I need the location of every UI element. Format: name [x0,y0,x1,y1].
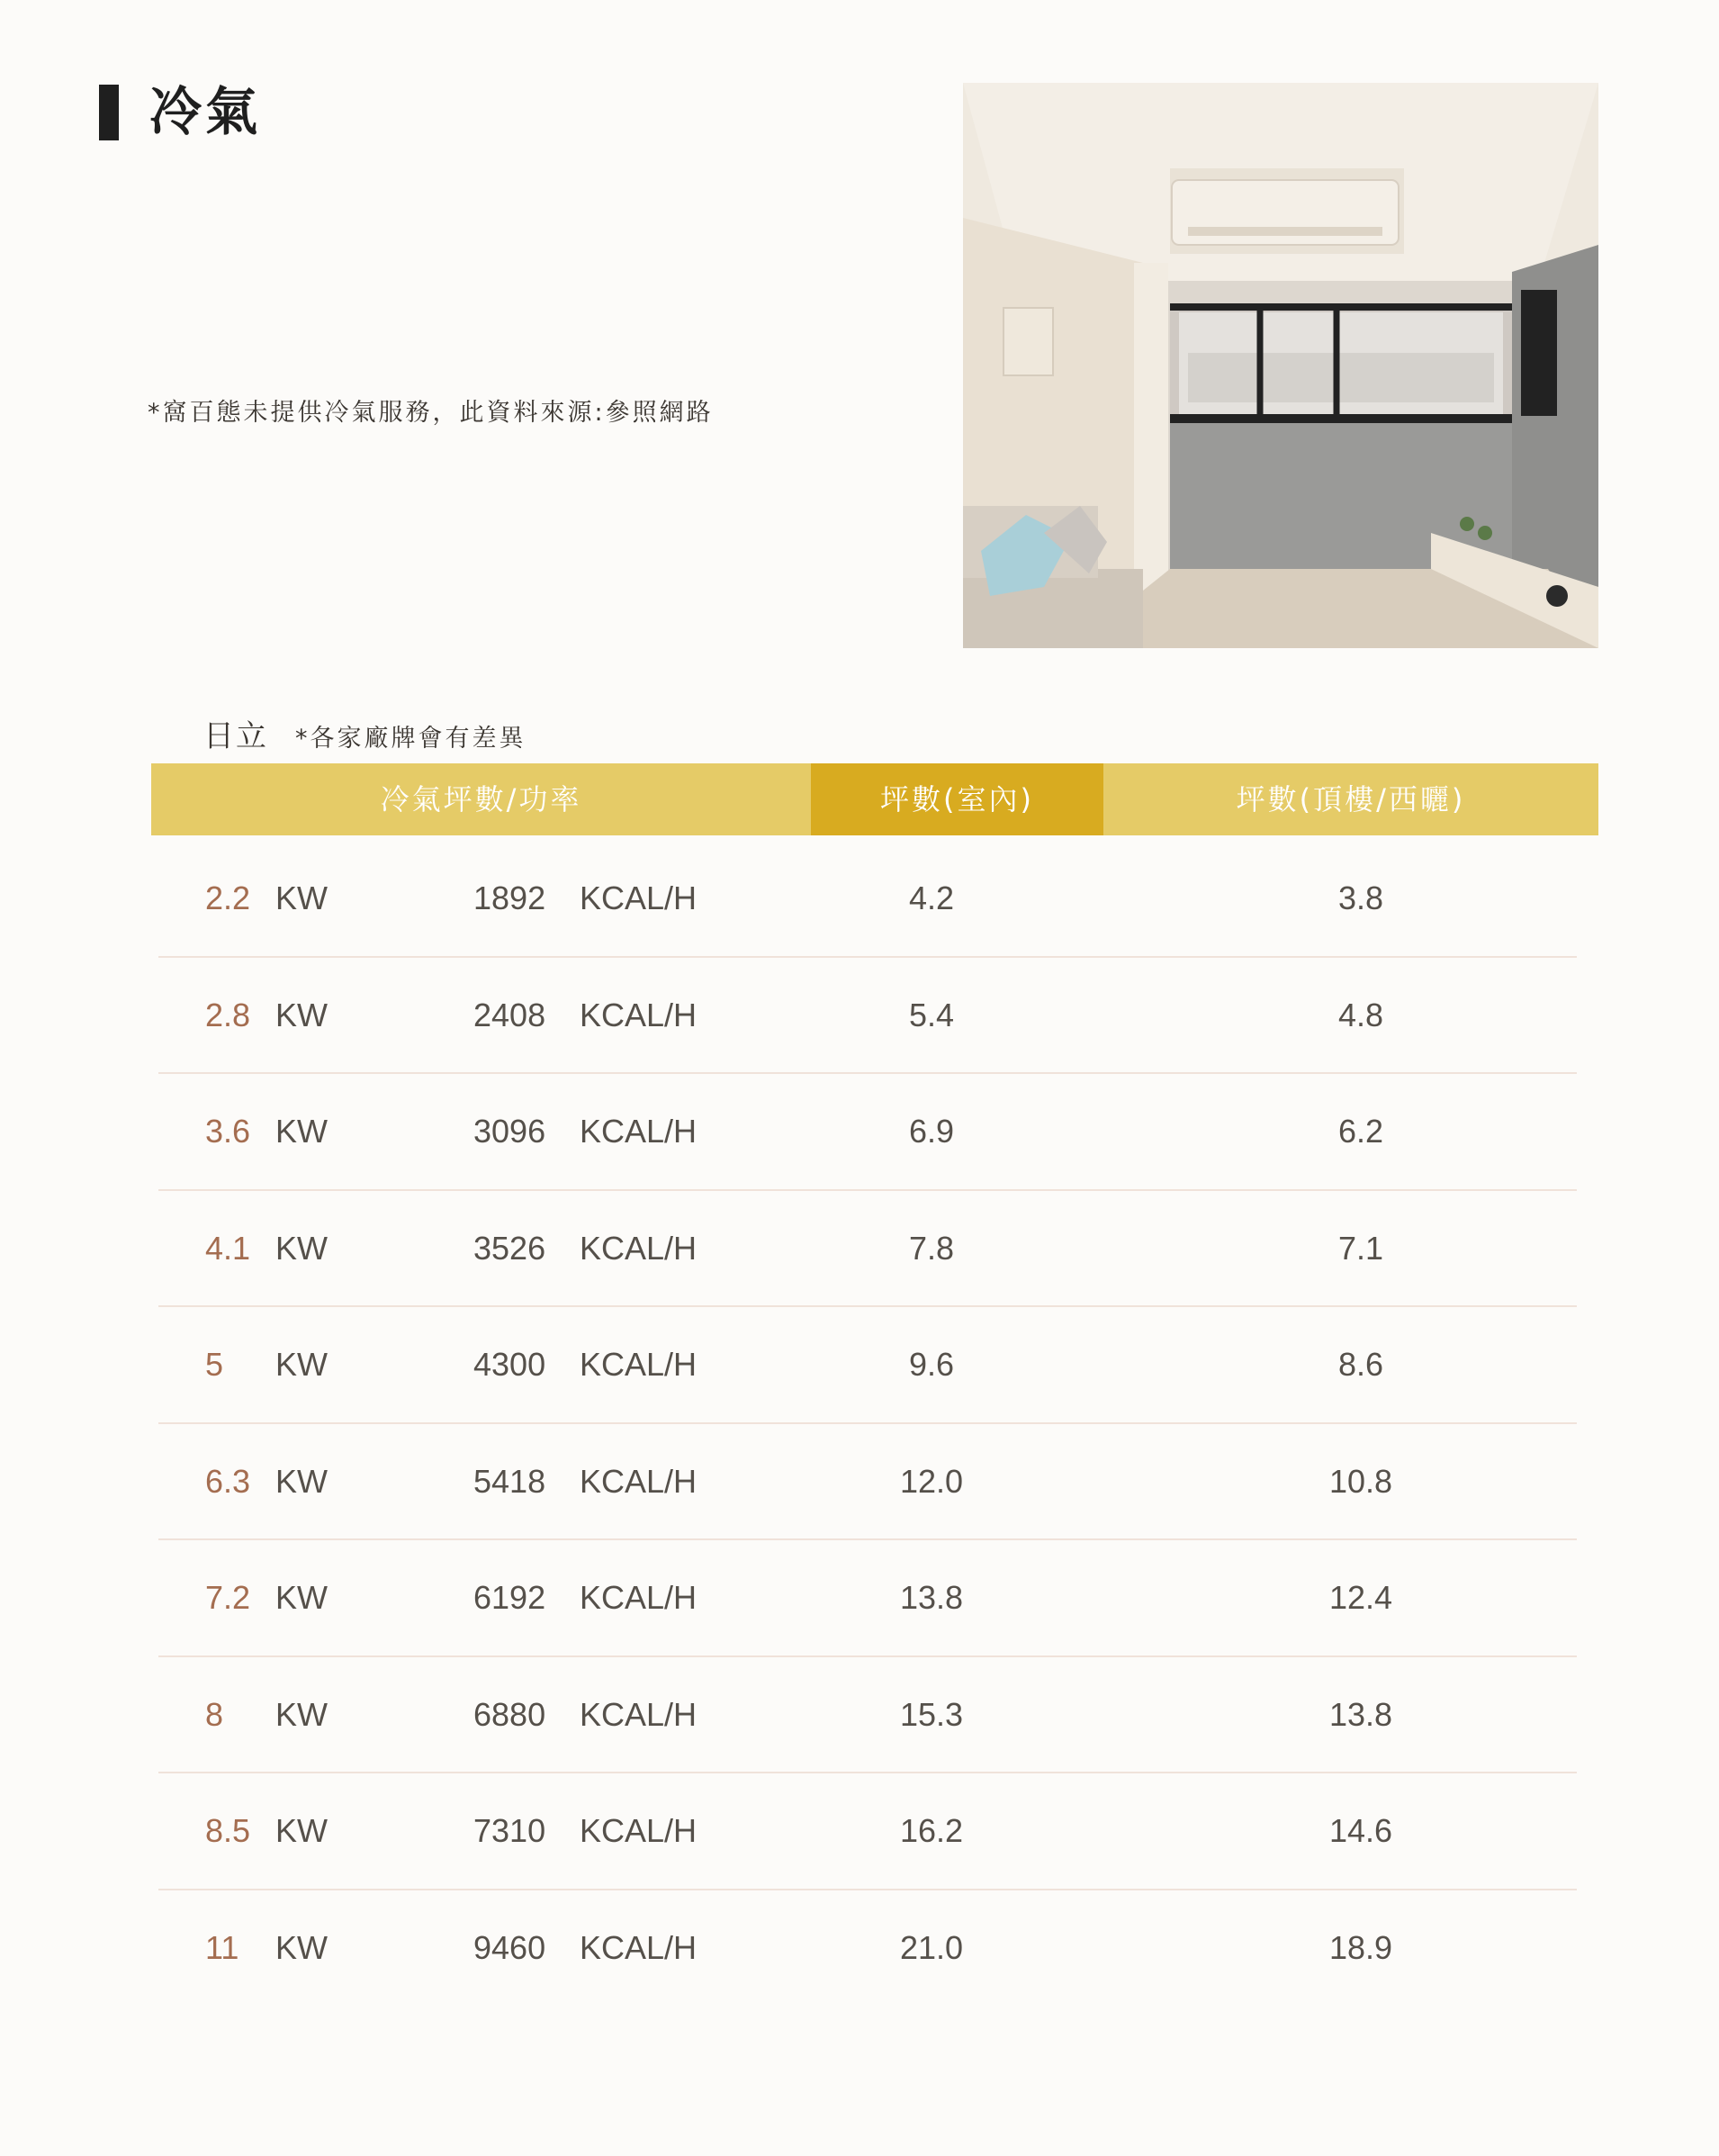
roof-value: 13.8 [1328,1695,1393,1733]
table-header [151,763,1598,835]
kcal-value: 4300 [473,1346,546,1383]
roof-value: 4.8 [1337,996,1384,1033]
kcal-value: 5418 [473,1462,546,1500]
table-body [158,841,1577,2005]
kw-value: 6.3 [205,1462,251,1500]
column-header-power: 冷氣坪數/功率 [151,763,811,835]
table-row [158,841,1577,958]
kw-unit: KW [275,1579,328,1616]
kcal-unit: KCAL/H [580,1812,698,1849]
kw-unit: KW [275,1462,328,1500]
kcal-value: 9460 [473,1928,546,1966]
kw-value: 8 [205,1695,224,1733]
indoor-value: 4.2 [908,880,955,916]
column-header-indoor: 坪數(室內) [811,763,1103,835]
indoor-value: 13.8 [899,1579,964,1616]
indoor-value: 21.0 [899,1928,964,1966]
kw-value: 4.1 [205,1229,251,1267]
kcal-value: 1892 [473,880,546,916]
kw-value: 11 [205,1928,239,1966]
room-photo [963,83,1598,648]
roof-value: 6.2 [1337,1113,1384,1150]
roof-value: 12.4 [1328,1579,1393,1616]
brand-label: 日立 [203,718,268,754]
disclaimer-note: *窩百態未提供冷氣服務，此資料來源:參照網路 [148,399,714,427]
table-row [158,1890,1577,2006]
roof-value: 7.1 [1337,1229,1384,1267]
kcal-unit: KCAL/H [580,1229,698,1267]
kcal-unit: KCAL/H [580,1928,698,1966]
table-row [158,1074,1577,1191]
indoor-value: 15.3 [899,1695,964,1733]
kw-unit: KW [275,1113,328,1150]
kcal-value: 7310 [473,1812,546,1849]
kcal-unit: KCAL/H [580,1113,698,1150]
kw-unit: KW [275,1928,328,1966]
room-photo-illustration [963,83,1598,648]
indoor-value: 9.6 [908,1346,955,1383]
kcal-unit: KCAL/H [580,1462,698,1500]
kw-value: 2.2 [205,880,251,916]
roof-value: 14.6 [1328,1812,1393,1849]
kw-value: 2.8 [205,996,251,1033]
kcal-unit: KCAL/H [580,880,698,916]
table-row [158,958,1577,1075]
table-row [158,1773,1577,1890]
kcal-unit: KCAL/H [580,1695,698,1733]
kcal-value: 6192 [473,1579,546,1616]
kw-value: 3.6 [205,1113,251,1150]
table-row [158,1307,1577,1424]
indoor-value: 5.4 [908,996,955,1033]
table-row [158,1191,1577,1308]
kcal-value: 3526 [473,1229,546,1267]
kw-unit: KW [275,1695,328,1733]
kcal-unit: KCAL/H [580,1346,698,1383]
title-marker [99,85,119,140]
roof-value: 8.6 [1337,1346,1384,1383]
kw-value: 7.2 [205,1579,251,1616]
kw-unit: KW [275,880,328,916]
brand-note: *各家廠牌會有差異 [295,725,526,753]
page-title: 冷氣 [149,81,262,142]
table-row [158,1424,1577,1541]
indoor-value: 7.8 [908,1229,955,1267]
kw-value: 8.5 [205,1812,251,1849]
indoor-value: 6.9 [908,1113,955,1150]
kw-unit: KW [275,1346,328,1383]
roof-value: 10.8 [1328,1462,1393,1500]
kw-value: 5 [205,1346,224,1383]
indoor-value: 16.2 [899,1812,964,1849]
kw-unit: KW [275,1229,328,1267]
kcal-value: 6880 [473,1695,546,1733]
table-row [158,1657,1577,1774]
kw-unit: KW [275,996,328,1033]
kcal-unit: KCAL/H [580,1579,698,1616]
indoor-value: 12.0 [899,1462,964,1500]
kcal-unit: KCAL/H [580,996,698,1033]
roof-value: 18.9 [1328,1928,1393,1966]
column-header-roof: 坪數(頂樓/西曬) [1103,763,1598,835]
table-row [158,1540,1577,1657]
kw-unit: KW [275,1812,328,1849]
roof-value: 3.8 [1337,880,1384,916]
kcal-value: 3096 [473,1113,546,1150]
kcal-value: 2408 [473,996,546,1033]
